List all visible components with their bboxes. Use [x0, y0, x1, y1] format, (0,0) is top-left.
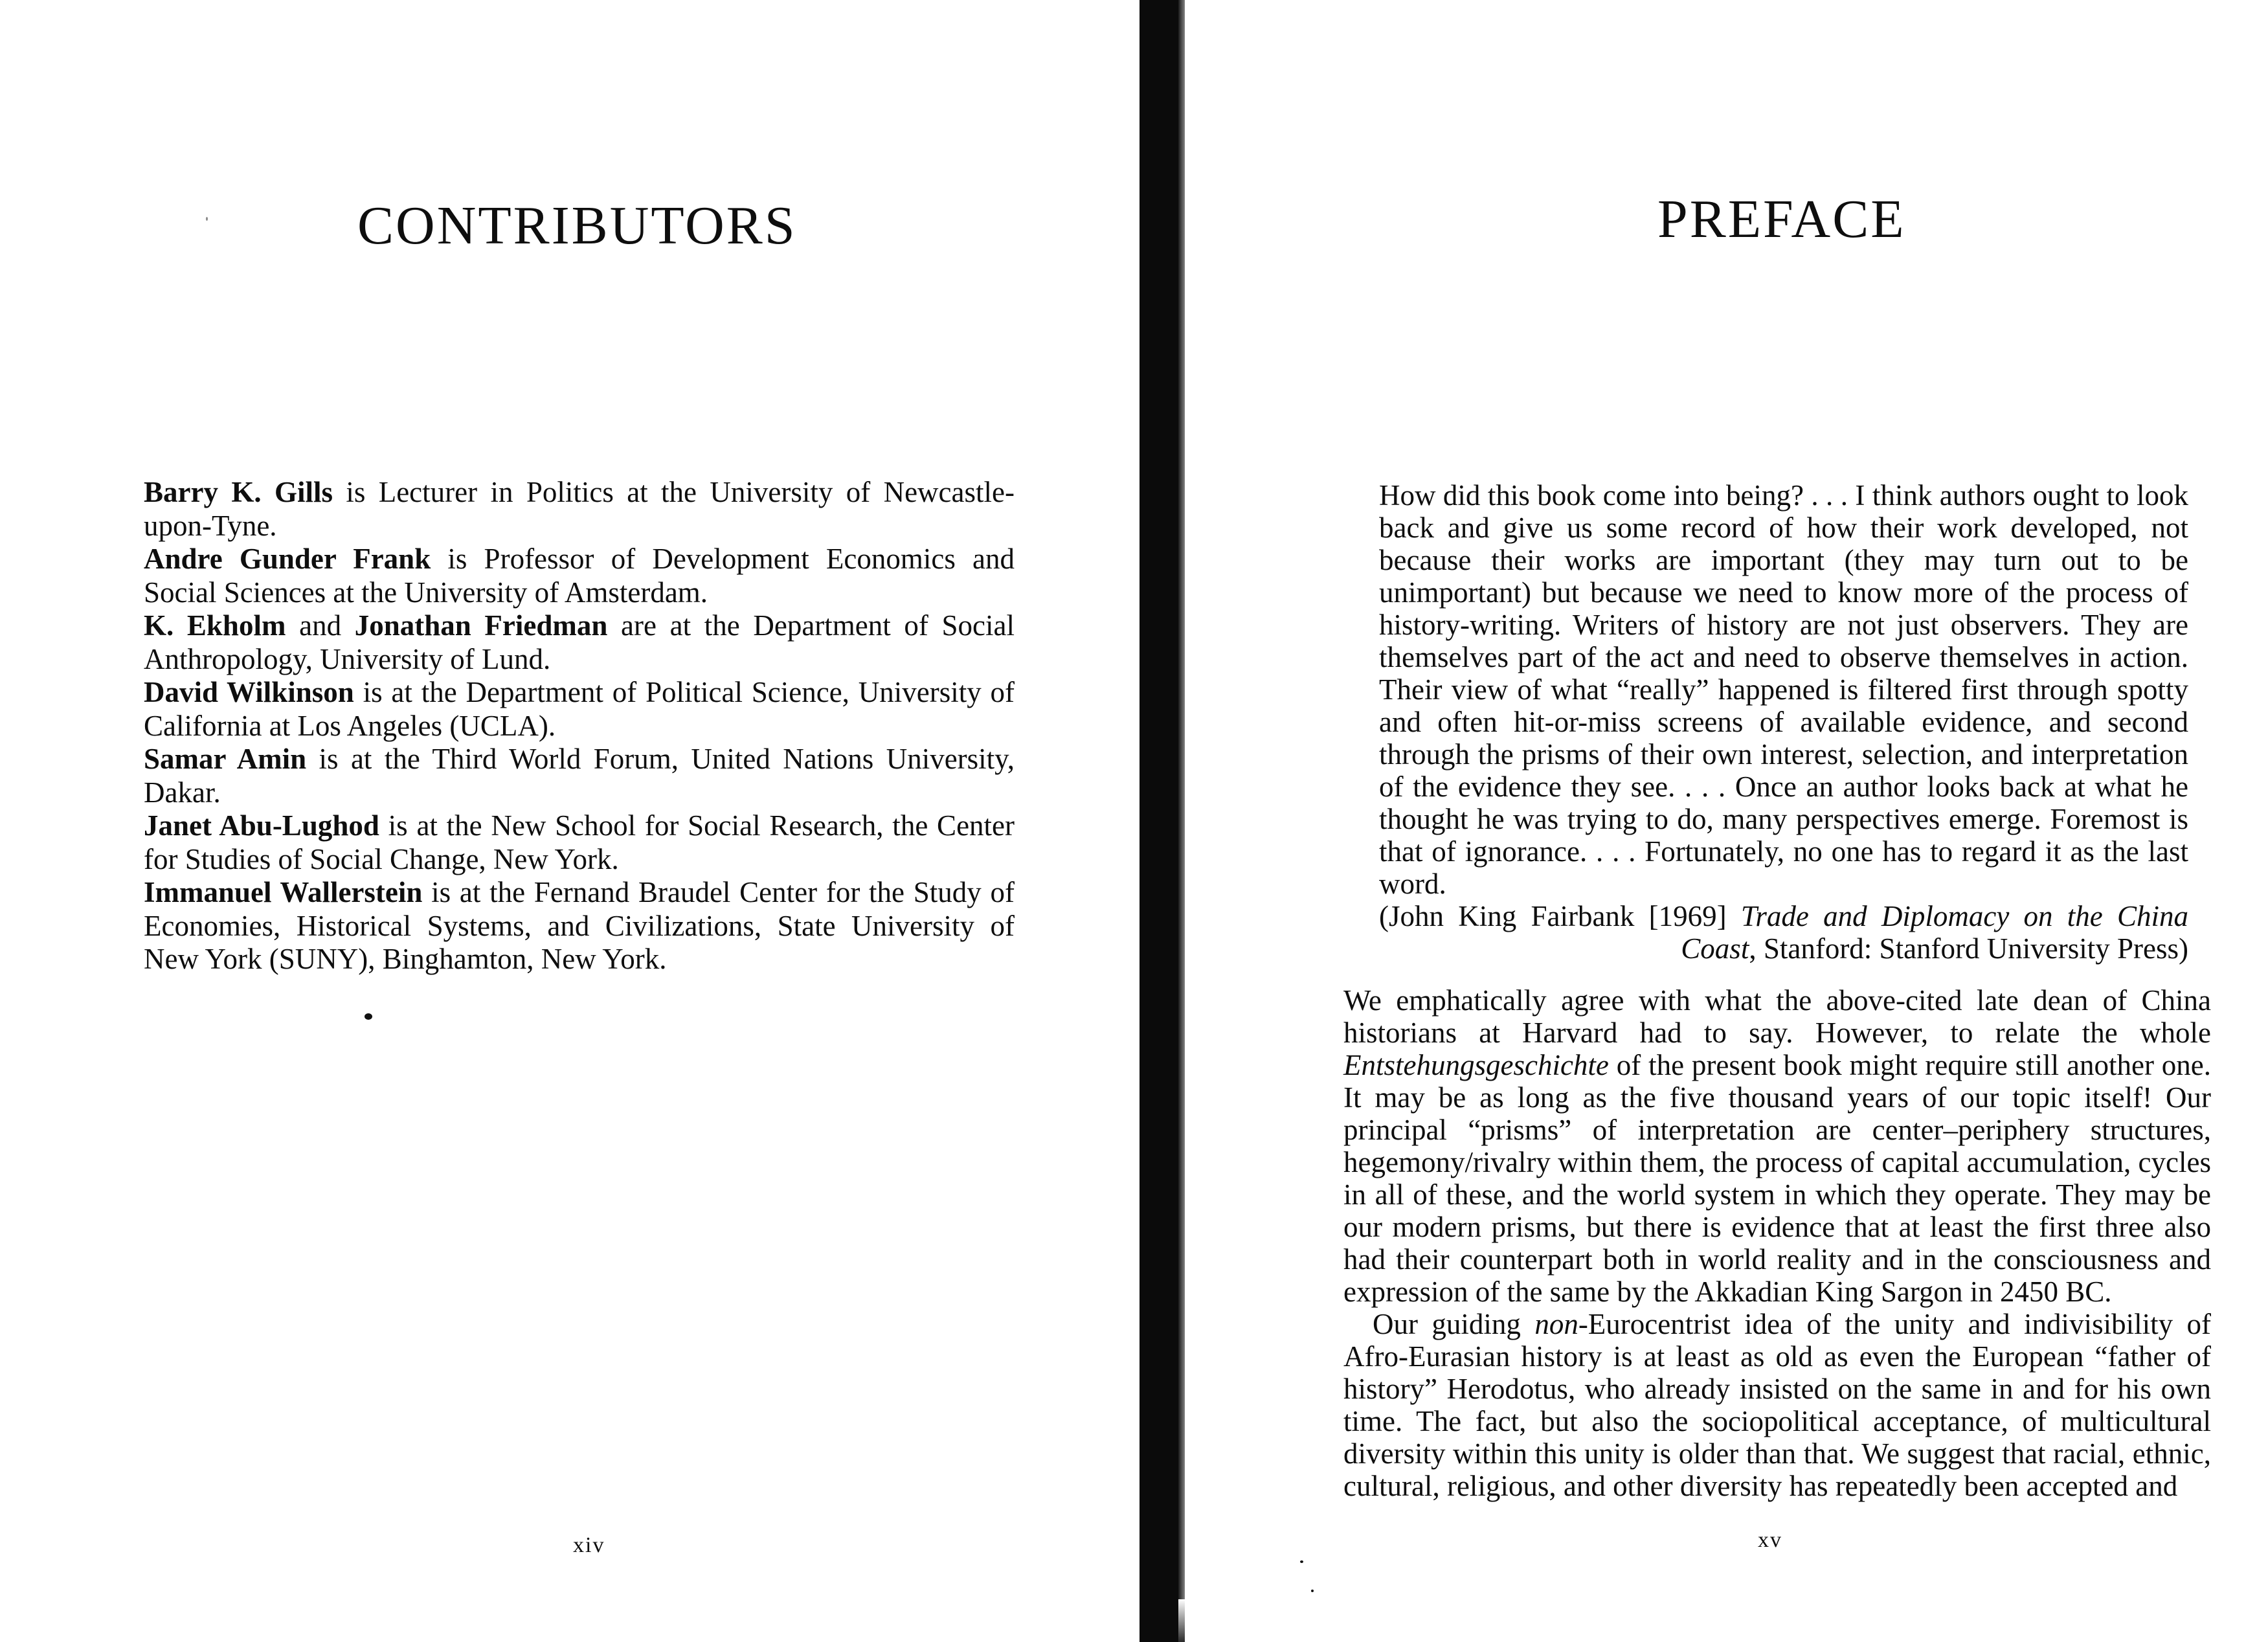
contributor-name: David Wilkinson — [144, 676, 354, 708]
contributor-name: Immanuel Wallerstein — [144, 876, 423, 908]
scan-speck — [365, 1013, 372, 1020]
contributor-affiliation: is at the Fernand Braudel Center for the Study of Economies, Historical Systems, and Civilizations, State University of New York (SUNY), Binghamton, New York. — [144, 876, 1015, 975]
contributor-affiliation: is at the New School for Social Research, the Center for Studies of Social Change, New York. — [144, 809, 1015, 875]
contributor-name: Jonathan Friedman — [354, 609, 608, 642]
citation-title: Trade and Diplomacy on the China Coast — [1681, 900, 2189, 965]
scan-speck — [206, 217, 208, 221]
preface-paragraph — [1343, 1308, 2211, 1502]
paragraph-text: of the present book might require still another one. It may be as long as the five thousand years of our topic itself! Our principal “prisms” of interpretation are center–periphery structures, hegemony/rivalry within them, the process of capital accumulation, cycles in all of these, and the world system in which they operate. They may be our modern prisms, but there is evidence that at least the first three also had their counterpart both in world reality and in the consciousness and expression of the same by the Akkadian King Sargon in 2450 BC. — [1343, 1049, 2211, 1308]
contributor-affiliation: is Lecturer in Politics at the University of Newcastle-upon-Tyne. — [144, 476, 1015, 542]
preface-body — [1343, 984, 2211, 1502]
contributor-name: Andre Gunder Frank — [144, 543, 431, 575]
contributor-affiliation: is at the Third World Forum, United Nations University, Dakar. — [144, 743, 1015, 809]
italic-term: Entstehungsgeschichte — [1343, 1049, 1609, 1081]
contributor-name: Samar Amin — [144, 743, 307, 775]
contributors-heading: CONTRIBUTORS — [357, 196, 797, 256]
paragraph-text: Our guiding — [1373, 1308, 1535, 1340]
preface-heading: PREFACE — [1657, 189, 1906, 249]
contributor-entry — [144, 543, 1015, 609]
scan-speck — [1300, 1560, 1303, 1563]
contributor-entry — [144, 676, 1015, 743]
citation-suffix: , Stanford: Stanford University Press) — [1749, 932, 2188, 965]
contributor-name: K. Ekholm — [144, 609, 286, 642]
citation-prefix: (John King Fairbank [1969] — [1379, 900, 1741, 932]
page-number: xv — [1758, 1528, 1782, 1552]
contributor-entry — [144, 876, 1015, 976]
contributor-name: Janet Abu-Lughod — [144, 809, 379, 842]
contributors-list — [144, 476, 1015, 976]
contributor-entry — [144, 809, 1015, 876]
paragraph-text: -Eurocentrist idea of the unity and indivisibility of Afro-Eurasian history is at least as old as even the European “father of history” Herodotus, who already insisted on the same in and for his own time. The fact, but also the sociopolitical acceptance, of multicultural diversity within this unity is older than that. We suggest that racial, ethnic, cultural, religious, and other diversity has repeatedly been accepted and — [1343, 1308, 2211, 1502]
contributor-affiliation: is at the Department of Political Science, University of California at Los Angeles (UCLA). — [144, 676, 1015, 742]
italic-emphasis: non — [1534, 1308, 1578, 1340]
scan-speck — [1311, 1590, 1314, 1592]
contributor-name: Barry K. Gills — [144, 476, 333, 508]
preface-paragraph — [1343, 984, 2211, 1308]
paragraph-text: We emphatically agree with what the above-cited late dean of China historians at Harvard had to say. However, to relate the whole — [1343, 984, 2211, 1049]
name-joiner: and — [286, 609, 355, 642]
epigraph — [1379, 479, 2188, 965]
contributor-affiliation: are at the Department of Social Anthropology, University of Lund. — [144, 609, 1015, 675]
epigraph-citation — [1379, 900, 2188, 965]
contributor-entry — [144, 476, 1015, 543]
book-gutter-shadow — [1140, 0, 1178, 1642]
page-number: xiv — [573, 1533, 605, 1557]
epigraph-text: How did this book come into being? . . . I think authors ought to look back and give us some record of how their work developed, not because their works are important (they may turn out to be unimportant) but because we need to know more of the process of history-writing. Writers of history are not just observers. They are themselves part of the act and need to observe themselves in action. Their view of what “really” happened is filtered first through spotty and often hit-or-miss screens of available evidence, and second through the prisms of their own interest, selection, and interpretation of the evidence they see. . . . Once an author looks back at what he thought he was trying to do, many perspectives emerge. Foremost is that of ignorance. . . . Fortunately, no one has to regard it as the last word. — [1379, 479, 2188, 900]
contributor-entry — [144, 743, 1015, 809]
contributor-affiliation: is Professor of Development Economics and Social Sciences at the University of Amsterdam. — [144, 543, 1015, 609]
contributor-entry — [144, 609, 1015, 676]
